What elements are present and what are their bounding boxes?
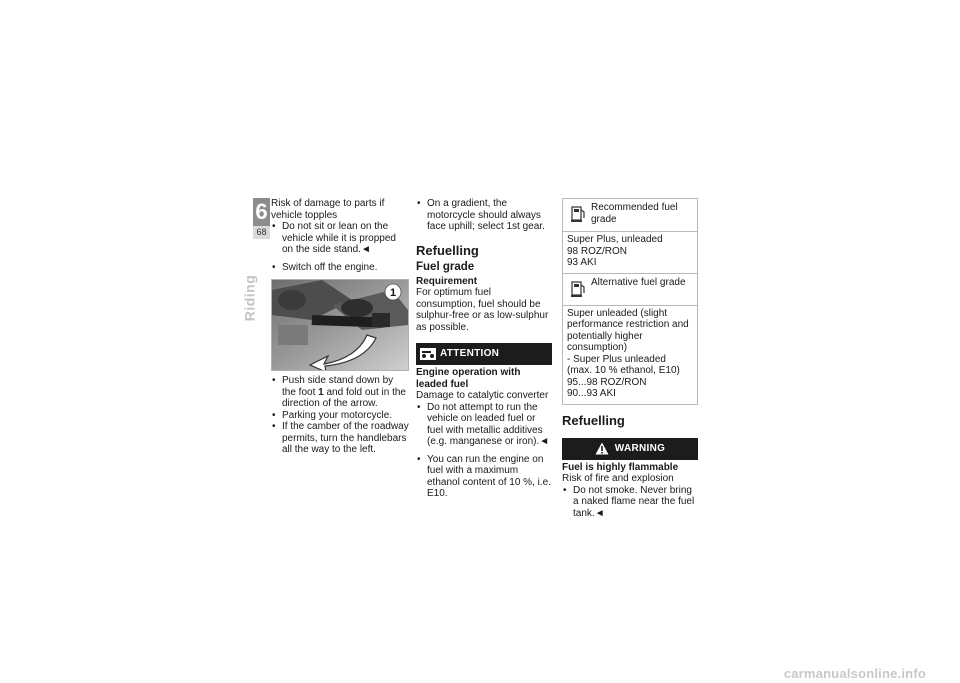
push-stand-text-b: and fold out in the direction of the arrow. [282, 386, 406, 409]
recommended-fuel-values [563, 232, 697, 273]
alternative-fuel-line: 95...98 ROZ/RON [567, 376, 647, 388]
recommended-fuel-line: 98 ROZ/RON [567, 245, 628, 257]
footer-watermark [0, 665, 960, 683]
alternative-fuel-line: Super unleaded (slight performance restriction and potentially higher consumption) [567, 307, 689, 353]
chapter-side-title [238, 270, 268, 330]
chapter-side-title-text: Riding [241, 274, 258, 322]
alternative-fuel-line: 90...93 AKI [567, 388, 616, 399]
bullet-leaded-fuel [416, 402, 552, 448]
requirement-label: Requirement [416, 275, 478, 287]
bullet-no-smoking-text: Do not smoke. Never bring a naked flame near the fuel tank. [573, 484, 695, 519]
column-1 [271, 198, 409, 456]
warning-subtext: Risk of fire and explosion [562, 473, 674, 484]
warning-label: WARNING [614, 442, 666, 454]
requirement-text: For optimum fuel consumption, fuel should be sulphur-free or as low-sulphur as possible. [416, 287, 549, 333]
attention-subtext: Damage to catalytic converter [416, 390, 549, 401]
bullet-do-not-sit [271, 221, 409, 256]
warning-heading: Fuel is highly flammable [562, 461, 679, 473]
bullet-no-smoking [562, 485, 698, 520]
side-stand-photo [272, 280, 408, 370]
bullet-push-stand [271, 375, 409, 410]
recommended-fuel-line: Super Plus, unleaded [567, 234, 663, 245]
alternative-fuel-box [562, 274, 698, 405]
footer-watermark-text: carmanualsonline.info [783, 666, 926, 681]
side-stand-figure [271, 279, 409, 371]
end-mark-icon: ◄ [594, 507, 605, 519]
alternative-fuel-header [563, 274, 697, 306]
recommended-fuel-header [563, 199, 697, 232]
attention-banner [416, 343, 552, 365]
risk-intro: Risk of damage to parts if vehicle topples [271, 198, 385, 221]
bullet-gradient: • On a gradient, the motorcycle should always face uphill; select 1st gear. [416, 198, 552, 233]
bullet-leaded-fuel-text: Do not attempt to run the vehicle on leaded fuel or fuel with metallic additives (e.g. manganese or iron). [427, 401, 543, 447]
recommended-fuel-line: 93 AKI [567, 257, 597, 268]
bullet-switch-off: • Switch off the engine. [271, 262, 409, 274]
section-refuelling-title-2: Refuelling [562, 412, 625, 428]
fuel-pump-icon [569, 202, 589, 224]
bullet-do-not-sit-text: Do not sit or lean on the vehicle while it is propped on the side stand. [282, 221, 396, 255]
figure-callout-1: 1 [389, 287, 397, 299]
column-2 [416, 198, 552, 500]
fuel-pump-icon [569, 277, 589, 299]
motorcycle-notice-icon [420, 347, 436, 361]
section-refuelling-title: Refuelling [416, 242, 479, 258]
end-mark-icon: ◄ [539, 436, 550, 447]
recommended-fuel-box [562, 198, 698, 274]
bullet-camber: • If the camber of the roadway permits, turn the handlebars all the way to the left. [271, 421, 409, 456]
page-number: 68 [253, 226, 270, 239]
alternative-fuel-title: Alternative fuel grade [591, 276, 686, 288]
bullet-ethanol: • You can run the engine on fuel with a maximum ethanol content of 10 %, i.e. E10. [416, 454, 552, 500]
chapter-number: 6 [253, 198, 270, 226]
recommended-fuel-title: Recommended fuel grade [591, 202, 678, 225]
column-3 [562, 198, 698, 519]
alternative-fuel-values [563, 306, 697, 404]
bullet-parking: • Parking your motorcycle. [271, 410, 409, 422]
push-stand-text-a: Push side stand down by the foot [282, 375, 394, 398]
fuel-grade-title: Fuel grade [416, 260, 475, 273]
attention-heading: Engine operation with leaded fuel [416, 367, 521, 390]
warning-banner [562, 438, 698, 460]
attention-label: ATTENTION [440, 348, 500, 360]
push-stand-ref: 1 [318, 386, 324, 398]
alternative-fuel-line: - Super Plus unleaded (max. 10 % ethanol, E10) [567, 353, 680, 376]
end-mark-icon: ◄ [360, 244, 371, 255]
warning-triangle-icon [595, 442, 609, 455]
